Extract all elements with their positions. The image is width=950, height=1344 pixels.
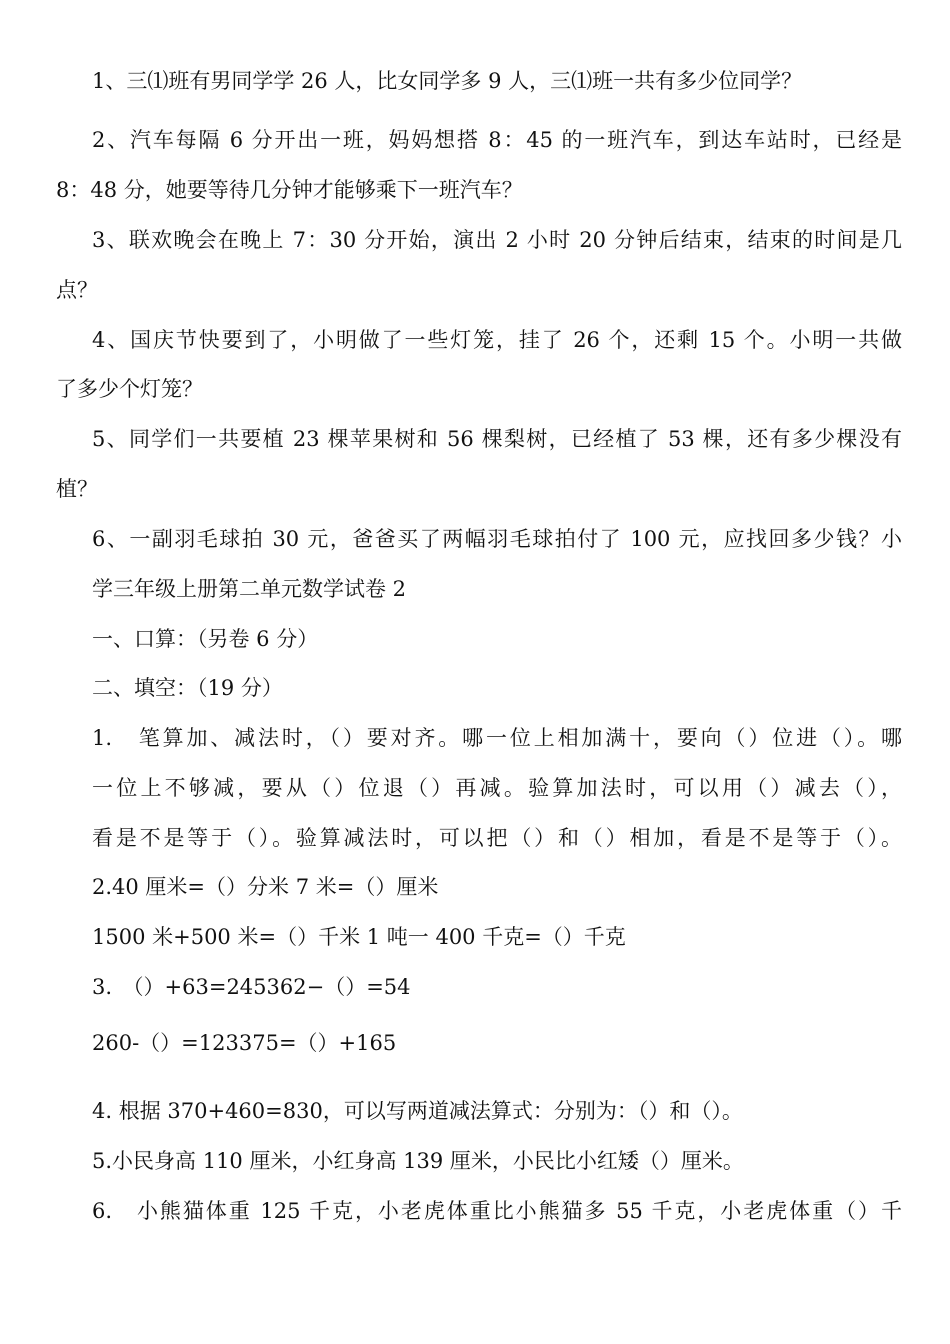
- problem-4-line-2: 了多少个灯笼？: [56, 377, 203, 401]
- fill-2-line-2: 1500 米+500 米=（）千米 1 吨一 400 千克=（）千克: [92, 925, 626, 949]
- problem-3-line-2: 点？: [56, 278, 98, 302]
- fill-1-line-1: 1. 笔算加、减法时，（）要对齐。哪一位上相加满十，要向（）位进（）。哪: [92, 726, 902, 750]
- fill-3-line-1: 3. （）+63=245362−（）=54: [92, 975, 411, 999]
- heading-fill-in: 二、填空：（19 分）: [92, 676, 283, 700]
- problem-4-line-1: 4、国庆节快要到了，小明做了一些灯笼，挂了 26 个，还剩 15 个。小明一共做: [92, 328, 902, 352]
- section-title: 学三年级上册第二单元数学试卷 2: [92, 577, 407, 601]
- fill-2-line-1: 2.40 厘米=（）分米 7 米=（）厘米: [92, 875, 439, 899]
- fill-1-line-2: 一位上不够减，要从（）位退（）再减。验算加法时，可以用（）减去（），: [92, 776, 902, 800]
- fill-6-line-1: 6. 小熊猫体重 125 千克，小老虎体重比小熊猫多 55 千克，小老虎体重（）千: [92, 1199, 902, 1223]
- fill-3-line-2: 260-（）=123375=（）+165: [92, 1031, 397, 1055]
- problem-2-line-2: 8：48 分，她要等待几分钟才能够乘下一班汽车？: [56, 178, 523, 202]
- problem-1: 1、三⑴班有男同学学 26 人，比女同学多 9 人，三⑴班一共有多少位同学？: [92, 69, 803, 93]
- fill-5: 5.小民身高 110 厘米，小红身高 139 厘米，小民比小红矮（）厘米。: [92, 1149, 744, 1173]
- heading-mental-math: 一、口算：（另卷 6 分）: [92, 627, 319, 651]
- problem-5-line-1: 5、同学们一共要植 23 棵苹果树和 56 棵梨树，已经植了 53 棵，还有多少棵没有: [92, 427, 902, 451]
- problem-3-line-1: 3、联欢晚会在晚上 7：30 分开始，演出 2 小时 20 分钟后结束，结束的时间是几: [92, 228, 902, 252]
- problem-2-line-1: 2、汽车每隔 6 分开出一班，妈妈想搭 8：45 的一班汽车，到达车站时，已经是: [92, 128, 902, 152]
- fill-1-line-3: 看是不是等于（）。验算减法时，可以把（）和（）相加，看是不是等于（）。: [92, 826, 902, 850]
- problem-6-line-1: 6、一副羽毛球拍 30 元，爸爸买了两幅羽毛球拍付了 100 元，应找回多少钱？小: [92, 527, 902, 551]
- fill-4: 4. 根据 370+460=830，可以写两道减法算式：分别为：（）和（）。: [92, 1099, 743, 1123]
- problem-5-line-2: 植？: [56, 477, 98, 501]
